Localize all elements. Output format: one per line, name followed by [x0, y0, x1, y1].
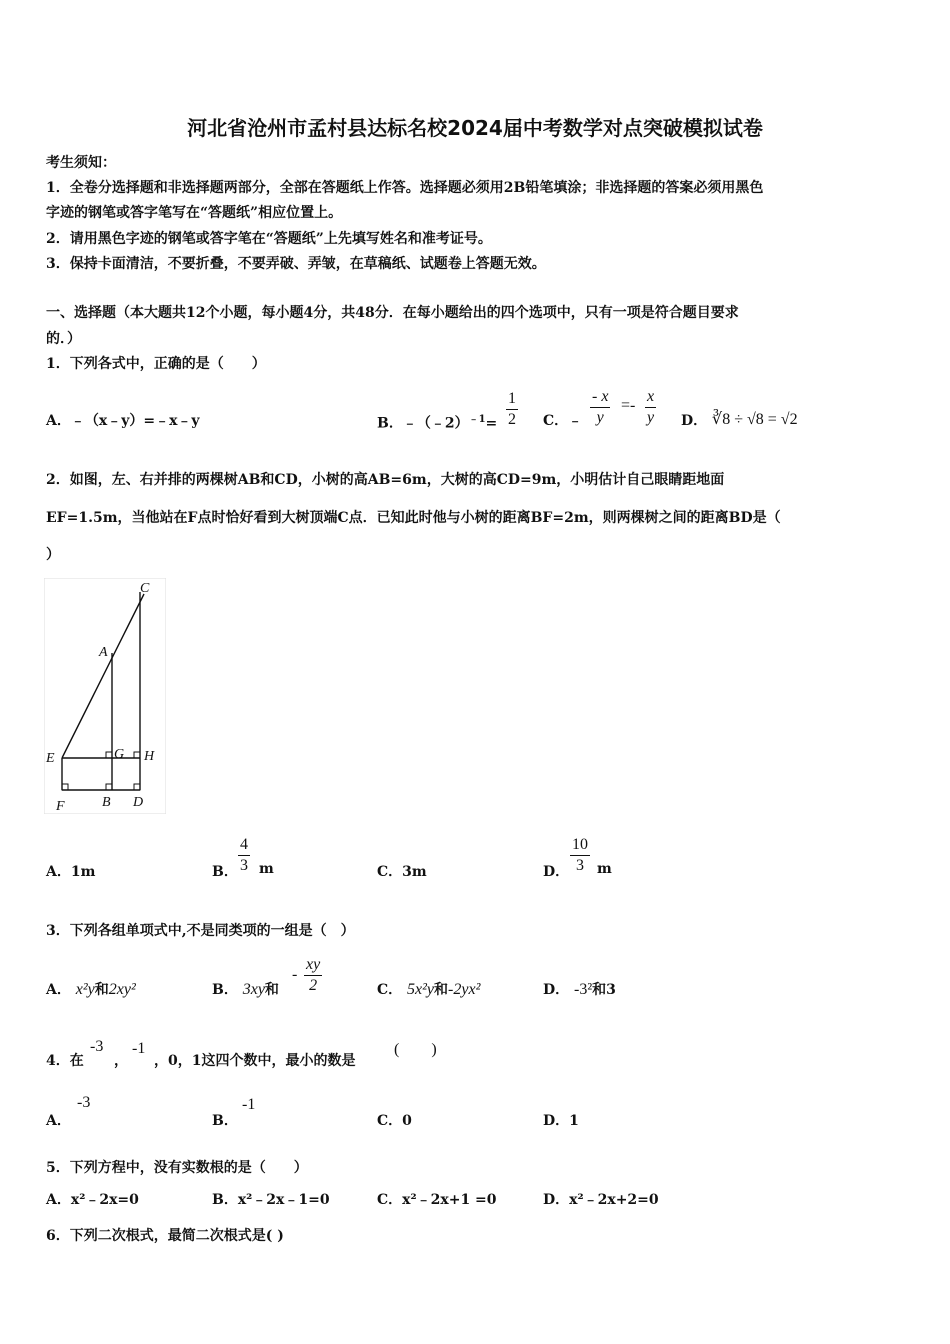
tree-figure — [44, 578, 166, 814]
q1-option-a: A．﹣（x﹣y）=﹣x﹣y — [46, 413, 200, 429]
q4-option-c: C．0 — [377, 1113, 412, 1129]
q3-option-d — [543, 979, 616, 999]
q1-c-mid: =- — [621, 397, 636, 414]
q1-option-b — [377, 410, 497, 433]
q2-d-num: 10 — [570, 835, 590, 856]
q3-option-b — [212, 979, 279, 999]
q1-option-c-label: C．﹣ — [543, 413, 583, 429]
q3-d-and: 和3 — [592, 982, 616, 998]
notice-item-1b: 字迹的钢笔或答字笔写在“答题纸”相应位置上。 — [46, 205, 343, 221]
section-line-1: 一、选择题（本大题共12个小题，每小题4分，共48分．在每小题给出的四个选项中，只有一项是符合题目要求 — [46, 305, 739, 321]
q5-option-c: C．x²﹣2x+1 =0 — [377, 1192, 497, 1208]
q5-option-a: A．x²﹣2x=0 — [46, 1192, 139, 1208]
q4-option-a-label: A． — [46, 1113, 71, 1129]
q4-pre: 4．在 — [46, 1053, 84, 1069]
q6-stem: 6．下列二次根式，最简二次根式是( ) — [46, 1228, 284, 1244]
q2-b-unit: m — [259, 861, 274, 877]
q4-option-d: D．1 — [543, 1113, 579, 1129]
q3-a-expr-1: x²y — [75, 981, 95, 998]
q4-option-a-value: -3 — [77, 1094, 91, 1111]
q5-option-b: B．x²﹣2x﹣1=0 — [212, 1192, 330, 1208]
q1-b-pre: B．﹣（﹣2） — [377, 415, 469, 432]
q2-line-3: ） — [46, 547, 60, 563]
q1-c-fraction-2 — [645, 387, 656, 428]
q1-option-d-label: D． — [681, 413, 708, 429]
notice-heading: 考生须知： — [46, 155, 116, 171]
label-e: E — [46, 751, 55, 766]
q3-a-expr-2: 2xy² — [108, 981, 136, 998]
q3-c-expr-2: -2yx² — [448, 981, 481, 998]
q1-c-fraction-1 — [590, 387, 610, 428]
q1-c-num-2: x — [645, 387, 656, 408]
q2-d-den: 3 — [576, 857, 584, 874]
q3-c-label: C． — [377, 982, 403, 998]
q2-b-fraction — [238, 835, 250, 876]
q2-b-num: 4 — [238, 835, 250, 856]
label-g: G — [114, 747, 125, 762]
section-line-2: 的．） — [46, 331, 81, 347]
q3-b-den: 2 — [309, 977, 318, 994]
notice-item-2: 2．请用黑色字迹的钢笔或答字笔在“答题纸”上先填写姓名和准考证号。 — [46, 231, 492, 247]
q2-b-den: 3 — [240, 857, 248, 874]
q1-b-fraction — [506, 389, 518, 430]
q3-option-c — [377, 979, 480, 999]
page-title: 河北省沧州市孟村县达标名校2024届中考数学对点突破模拟试卷 — [187, 116, 763, 140]
q1-c-den-1: y — [596, 409, 604, 426]
q5-option-d: D．x²﹣2x+2=0 — [543, 1192, 659, 1208]
q2-d-unit: m — [597, 861, 612, 877]
q5-stem: 5．下列方程中，没有实数根的是（ ） — [46, 1160, 308, 1176]
label-c: C — [140, 581, 150, 596]
label-d: D — [133, 795, 144, 810]
q2-option-d-label: D． — [543, 864, 570, 880]
q3-a-and: 和 — [94, 982, 109, 998]
q4-rest: ，0，1这四个数中，最小的数是 — [154, 1053, 356, 1069]
q3-stem: 3．下列各组单项式中,不是同类项的一组是（ ） — [46, 923, 355, 939]
q3-b-expr-1: 3xy — [242, 981, 265, 998]
notice-item-1a: 1．全卷分选择题和非选择题两部分，全部在答题纸上作答。选择题必须用2B铅笔填涂；非选择题的答案必须用黑色 — [46, 180, 764, 196]
label-h: H — [144, 749, 155, 764]
q3-b-sign: - — [292, 966, 298, 983]
q1-c-num-1: - x — [590, 387, 610, 408]
label-b: B — [102, 795, 111, 810]
q4-n1: -3 — [90, 1038, 104, 1055]
q2-option-c: C．3m — [377, 864, 427, 880]
q4-option-b-label: B． — [212, 1113, 238, 1129]
q3-b-and: 和 — [264, 982, 279, 998]
q3-b-num: xy — [304, 955, 322, 976]
q3-a-label: A． — [46, 982, 71, 998]
q1-stem: 1．下列各式中，正确的是（ ） — [46, 356, 266, 372]
q3-b-fraction — [304, 955, 322, 996]
q4-option-b-value: -1 — [242, 1096, 256, 1113]
q2-option-b-label: B． — [212, 864, 238, 880]
q3-b-label: B． — [212, 982, 238, 998]
q1-c-den-2: y — [647, 409, 655, 426]
q4-paren: ( ) — [394, 1041, 437, 1058]
q1-b-den: 2 — [508, 411, 516, 428]
q1-d-expr: ∛8 ÷ √8 = √2 — [712, 411, 798, 428]
label-a: A — [99, 645, 108, 660]
q1-b-eq: = — [485, 415, 498, 432]
q2-d-fraction — [570, 835, 590, 876]
q4-n2: -1 — [132, 1040, 146, 1057]
q1-b-num: 1 — [506, 389, 518, 410]
q3-c-expr-1: 5x²y — [407, 981, 435, 998]
q3-d-label: D． — [543, 982, 570, 998]
q1-b-exp: ﹣1 — [468, 414, 486, 425]
label-f: F — [56, 799, 65, 814]
q3-d-expr-1: -3² — [574, 981, 593, 998]
q3-c-and: 和 — [434, 982, 449, 998]
q2-line-2: EF=1.5m，当他站在F点时恰好看到大树顶端C点．已知此时他与小树的距离BF=2m，则两棵树之间的距离BD是（ — [46, 510, 781, 526]
q2-line-1: 2．如图，左、右并排的两棵树AB和CD，小树的高AB=6m，大树的高CD=9m，小明估计自己眼睛距地面 — [46, 472, 725, 488]
q4-comma: ， — [114, 1053, 128, 1069]
q2-option-a: A．1m — [46, 864, 96, 880]
q3-option-a — [46, 979, 136, 999]
notice-item-3: 3．保持卡面清洁，不要折叠，不要弄破、弄皱，在草稿纸、试题卷上答题无效。 — [46, 256, 546, 272]
